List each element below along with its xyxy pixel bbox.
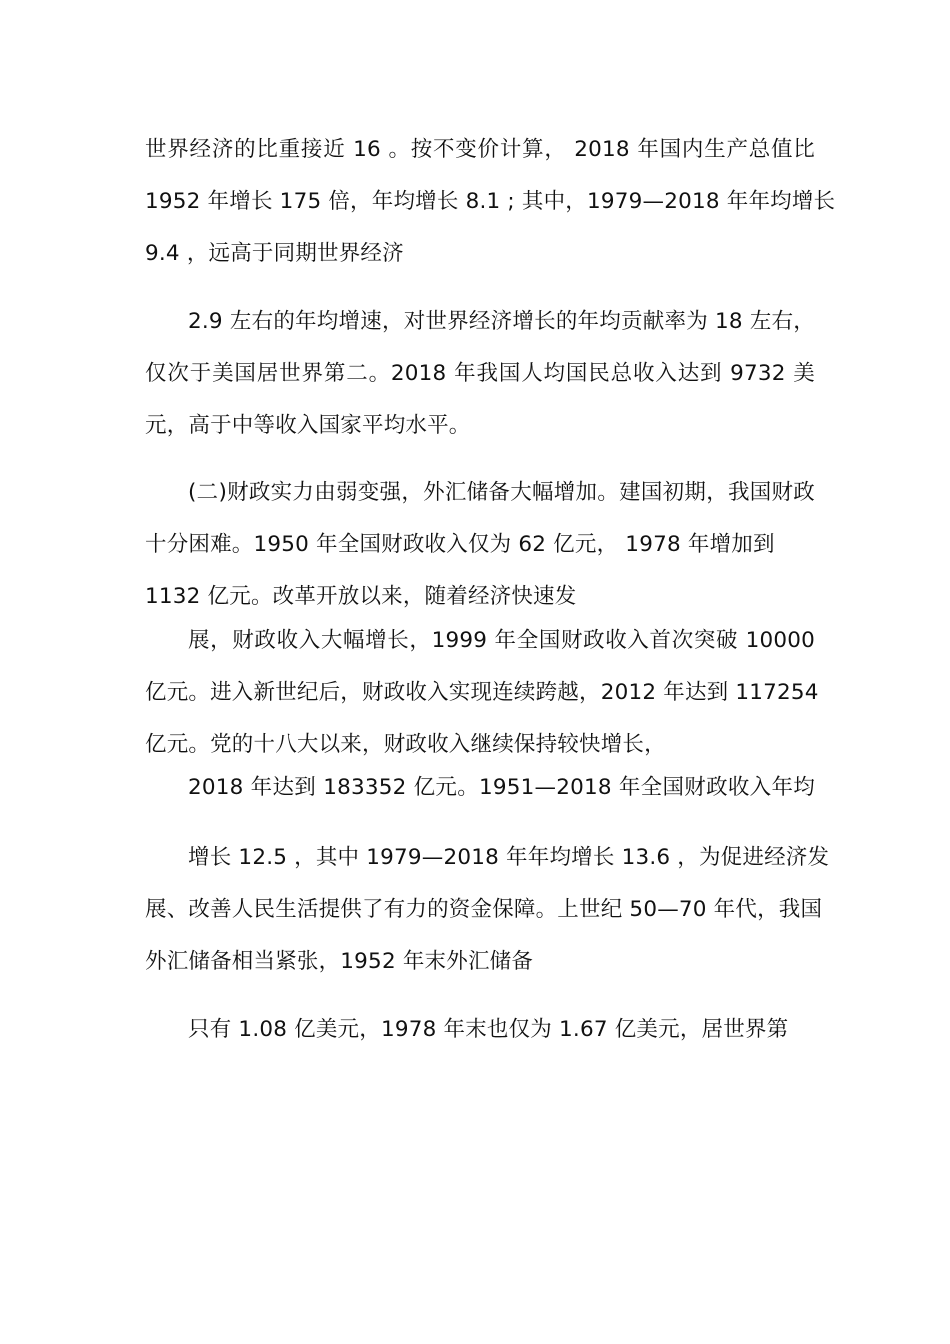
text-line: 元，高于中等收入国家平均水平。: [145, 413, 471, 438]
text-line: 仅次于美国居世界第二。2018 年我国人均国民总收入达到 9732 美: [145, 361, 815, 386]
paragraph-5: [145, 762, 815, 814]
text-line: 1952 年增长 175 倍，年均增长 8.1 ; 其中，1979—2018 年年均增长: [145, 189, 836, 214]
text-line: 亿元。党的十八大以来，财政收入继续保持较快增长，: [145, 732, 666, 757]
text-line: 世界经济的比重接近 16 。按不变价计算， 2018 年国内生产总值比: [145, 137, 815, 162]
text-line: 增长 12.5 ，其中 1979—2018 年年均增长 13.6 ，为促进经济发: [188, 845, 830, 870]
text-line: 1132 亿元。改革开放以来，随着经济快速发: [145, 584, 577, 609]
text-line: (二)财政实力由弱变强，外汇储备大幅增加。建国初期，我国财政: [188, 480, 815, 505]
paragraph-1: [145, 124, 836, 280]
text-line: 只有 1.08 亿美元，1978 年末也仅为 1.67 亿美元，居世界第: [188, 1017, 789, 1042]
text-line: 2.9 左右的年均增速，对世界经济增长的年均贡献率为 18 左右，: [188, 309, 815, 334]
text-line: 展，财政收入大幅增长，1999 年全国财政收入首次突破 10000: [188, 628, 815, 653]
text-line: 外汇储备相当紧张，1952 年末外汇储备: [145, 949, 534, 974]
text-line: 2018 年达到 183352 亿元。1951—2018 年全国财政收入年均: [188, 775, 815, 800]
paragraph-3: [145, 467, 815, 623]
paragraph-6: [145, 832, 830, 988]
text-line: 展、改善人民生活提供了有力的资金保障。上世纪 50—70 年代，我国: [145, 897, 823, 922]
paragraph-4: [145, 615, 819, 771]
text-line: 9.4 ，远高于同期世界经济: [145, 241, 404, 266]
paragraph-7: [145, 1004, 815, 1056]
text-line: 十分困难。1950 年全国财政收入仅为 62 亿元， 1978 年增加到: [145, 532, 775, 557]
text-line: 亿元。进入新世纪后，财政收入实现连续跨越，2012 年达到 117254: [145, 680, 819, 705]
paragraph-2: [145, 296, 815, 452]
